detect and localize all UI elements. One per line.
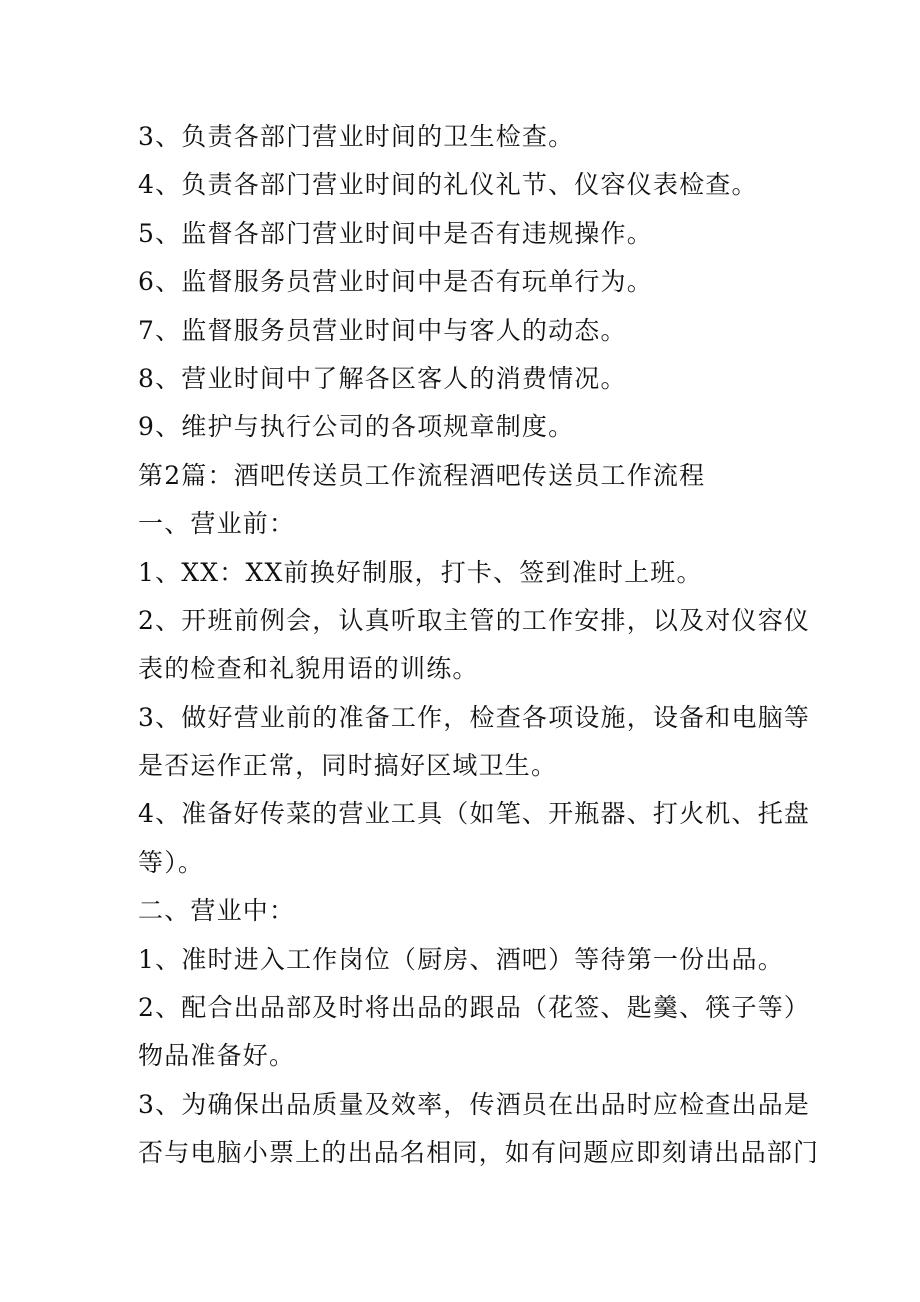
section-heading: 第2篇：酒吧传送员工作流程酒吧传送员工作流程 bbox=[138, 460, 706, 490]
text-line: 1、XX：XX前换好制服，打卡、签到准时上班。 bbox=[138, 557, 703, 587]
document-body bbox=[138, 113, 820, 1178]
text-line: 物品准备好。 bbox=[138, 1041, 296, 1071]
text-line: 3、做好营业前的准备工作，检查各项设施，设备和电脑等 bbox=[138, 702, 811, 732]
text-line: 1、准时进入工作岗位（厨房、酒吧）等待第一份出品。 bbox=[138, 944, 784, 974]
text-line: 3、为确保出品质量及效率，传酒员在出品时应检查出品是 bbox=[138, 1089, 811, 1119]
text-line: 4、准备好传菜的营业工具（如笔、开瓶器、打火机、托盘 bbox=[138, 799, 811, 829]
text-line: 3、负责各部门营业时间的卫生检查。 bbox=[138, 122, 575, 151]
text-line: 表的检查和礼貌用语的训练。 bbox=[138, 654, 479, 684]
subsection-heading: 一、营业前： bbox=[138, 509, 296, 539]
text-line: 8、营业时间中了解各区客人的消费情况。 bbox=[138, 363, 627, 393]
text-line: 等）。 bbox=[138, 847, 205, 877]
subsection-heading: 二、营业中： bbox=[138, 896, 296, 926]
text-line: 7、监督服务员营业时间中与客人的动态。 bbox=[138, 315, 627, 345]
text-line: 2、开班前例会，认真听取主管的工作安排，以及对仪容仪 bbox=[138, 605, 811, 635]
text-line: 6、监督服务员营业时间中是否有玩单行为。 bbox=[138, 267, 653, 297]
text-line: 否与电脑小票上的出品名相同，如有问题应即刻请出品部门 bbox=[138, 1138, 820, 1168]
text-line: 4、负责各部门营业时间的礼仪礼节、仪容仪表检查。 bbox=[138, 170, 758, 200]
text-line: 2、配合出品部及时将出品的跟品（花签、匙羹、筷子等） bbox=[138, 993, 811, 1023]
text-line: 9、维护与执行公司的各项规章制度。 bbox=[138, 412, 575, 442]
text-line: 5、监督各部门营业时间中是否有违规操作。 bbox=[138, 218, 653, 248]
text-line: 是否运作正常，同时搞好区域卫生。 bbox=[138, 751, 558, 781]
